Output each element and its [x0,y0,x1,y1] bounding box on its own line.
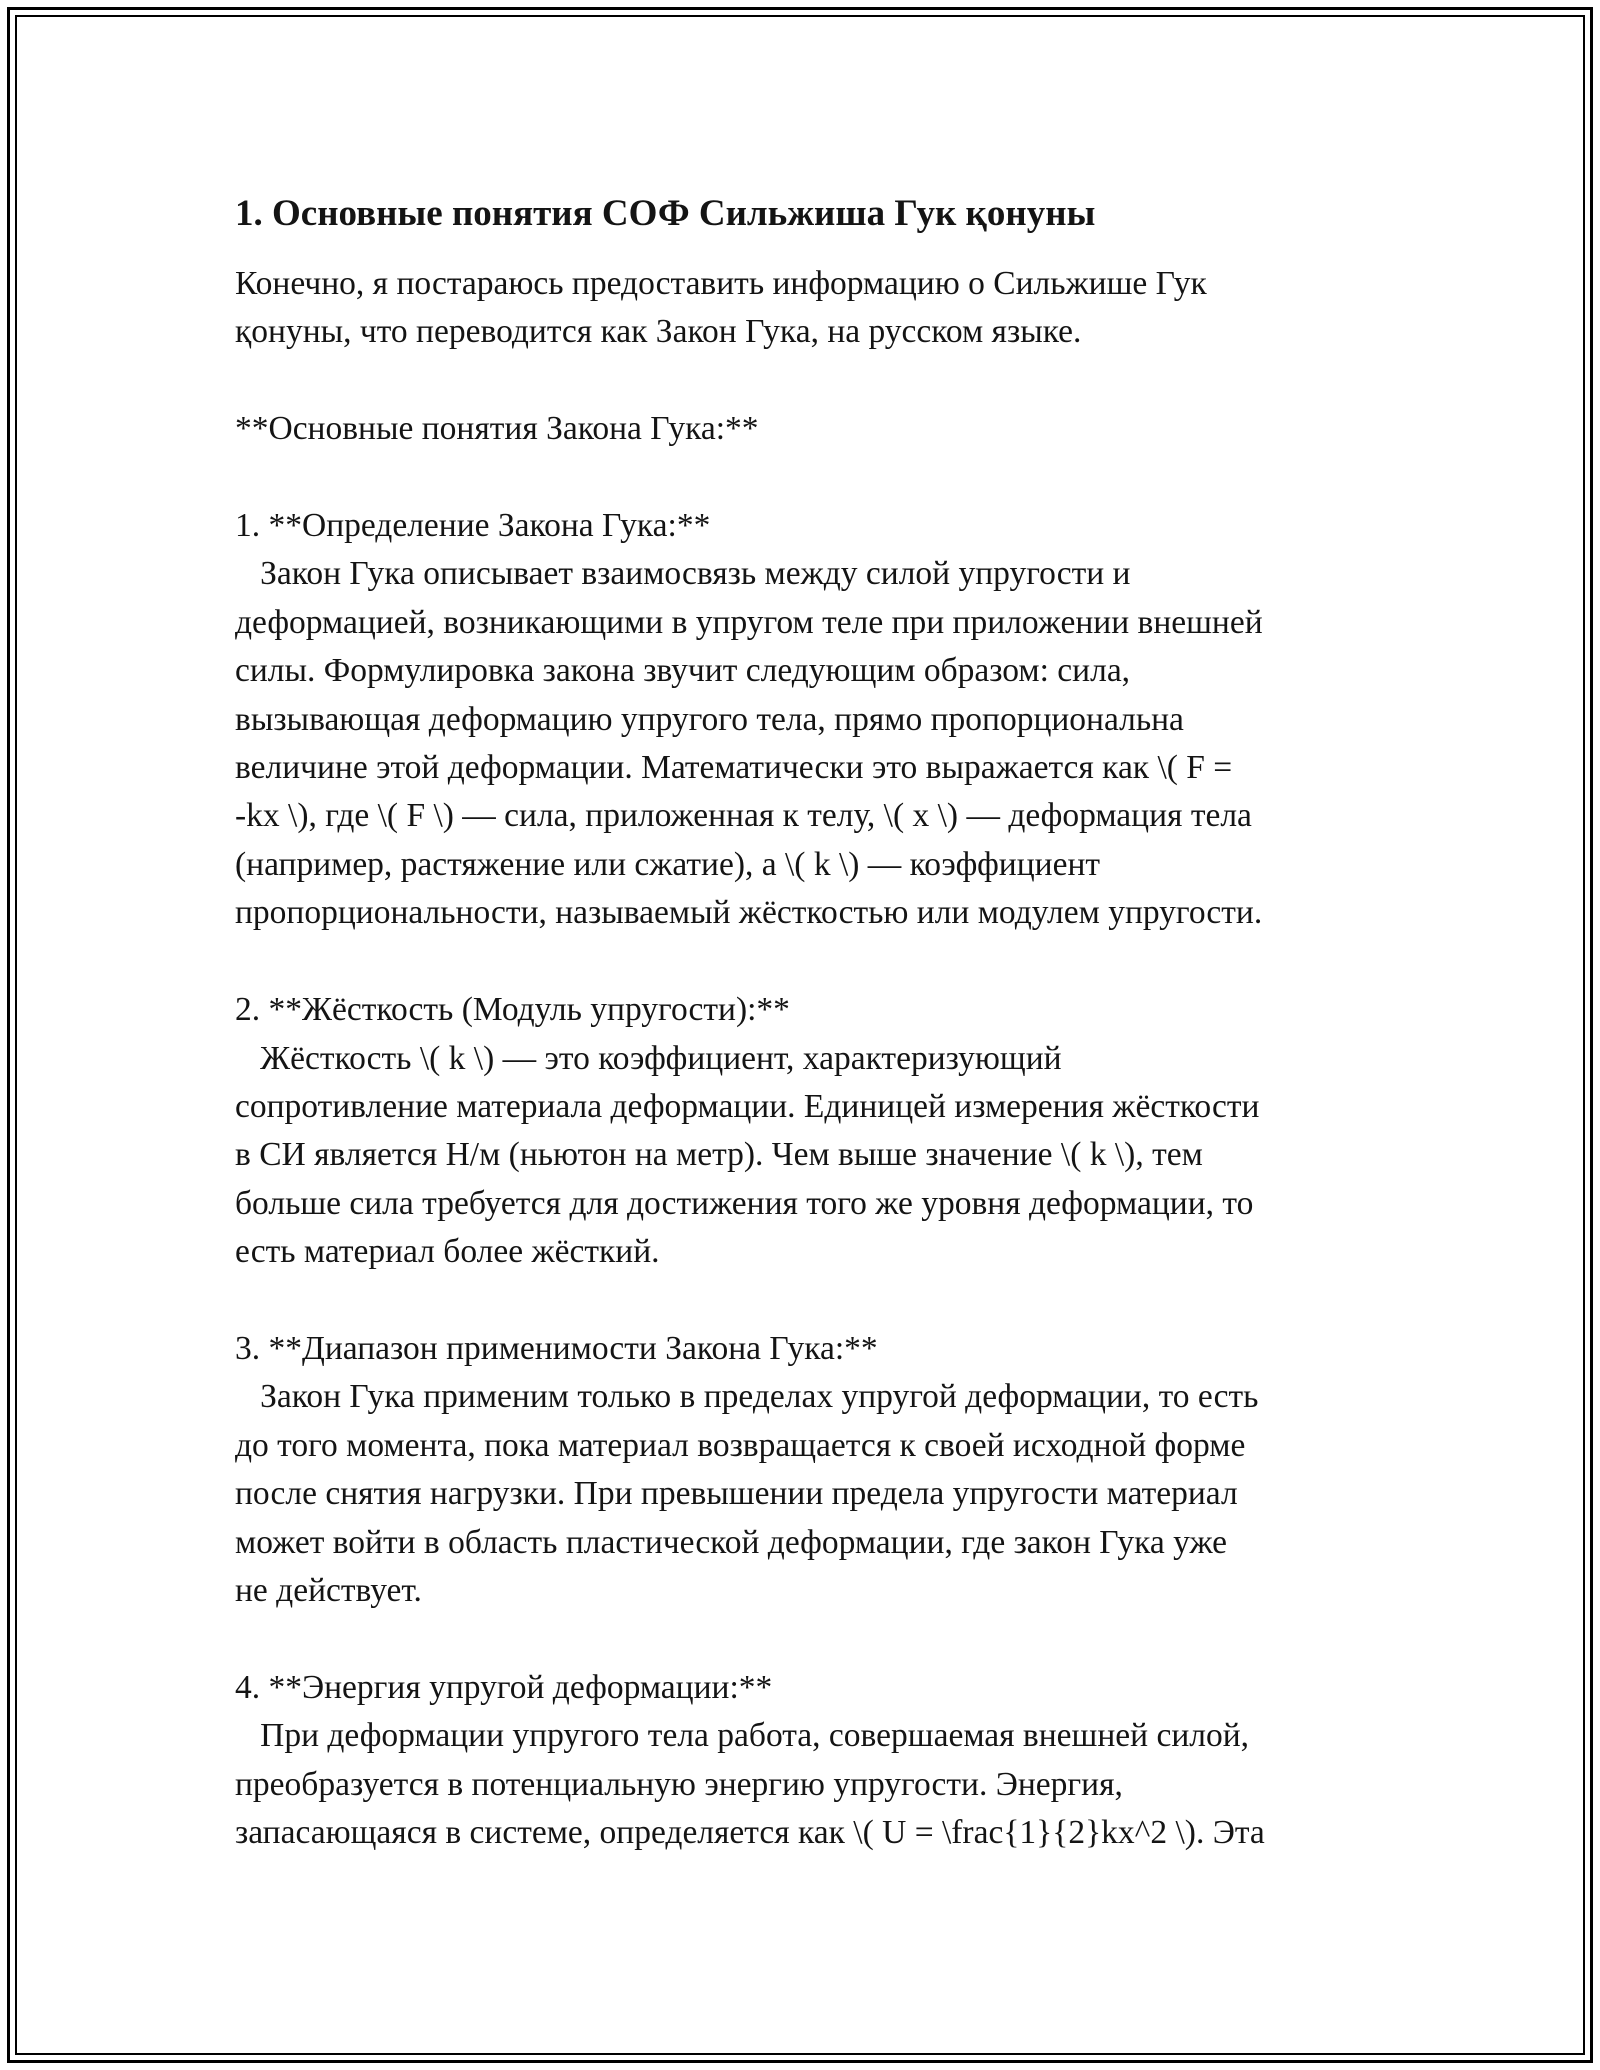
blank-line [235,1615,1375,1663]
text-line: не действует. [235,1571,422,1609]
text-line: пропорциональности, называемый жёсткостью или модулем упругости. [235,894,1263,932]
text-line: преобразуется в потенциальную энергию упругости. Энергия, [235,1765,1123,1803]
list-item-heading: 2. **Жёсткость (Модуль упругости):** [235,991,790,1029]
text-line: до того момента, пока материал возвращается к своей исходной форме [235,1426,1246,1464]
document-page [235,188,1375,1857]
blank-line [235,938,1375,986]
text-line: При деформации упругого тела работа, совершаемая внешней силой, [235,1717,1250,1755]
text-line: қонуны, что переводится как Закон Гука, на русском языке. [235,313,1082,351]
list-item-heading: 4. **Энергия упругой деформации:** [235,1668,773,1706]
text-line: Закон Гука применим только в пределах упругой деформации, то есть [235,1378,1259,1416]
text-line: Жёсткость \( k \) — это коэффициент, характеризующий [235,1039,1062,1077]
document-body [235,260,1375,1857]
text-line: (например, растяжение или сжатие), а \( k \) — коэффициент [235,845,1101,883]
text-line: запасающаяся в системе, определяется как \( U = \frac{1}{2}kx^2 \). Эта [235,1814,1265,1851]
text-line: может войти в область пластической деформации, где закон Гука уже [235,1523,1228,1561]
text-line: сопротивление материала деформации. Единицей измерения жёсткости [235,1087,1260,1125]
text-line: деформацией, возникающими в упругом теле при приложении внешней [235,603,1263,641]
blank-line [235,454,1375,502]
blank-line [235,357,1375,405]
text-line: -kx \), где \( F \) — сила, приложенная к телу, \( x \) — деформация тела [235,797,1252,835]
text-line: в СИ является Н/м (ньютон на метр). Чем выше значение \( k \), тем [235,1136,1203,1174]
list-item-heading: 3. **Диапазон применимости Закона Гука:** [235,1329,878,1367]
document-title: 1. Основные понятия СОФ Сильжиша Гук қонуны [235,193,1096,234]
blank-line [235,1277,1375,1325]
text-line: вызывающая деформацию упругого тела, прямо пропорциональна [235,700,1184,738]
section-heading: **Основные понятия Закона Гука:** [235,410,759,448]
text-line: после снятия нагрузки. При превышении предела упругости материал [235,1475,1238,1513]
title-spacer [235,240,1375,260]
text-line: Закон Гука описывает взаимосвязь между силой упругости и [235,555,1131,593]
text-line: силы. Формулировка закона звучит следующим образом: сила, [235,652,1131,690]
list-item-heading: 1. **Определение Закона Гука:** [235,507,711,545]
text-line: величине этой деформации. Математически это выражается как \( F = [235,749,1233,787]
text-line: больше сила требуется для достижения того же уровня деформации, то [235,1184,1254,1222]
text-line: есть материал более жёсткий. [235,1233,660,1271]
text-line: Конечно, я постараюсь предоставить информацию о Сильжише Гук [235,265,1207,302]
